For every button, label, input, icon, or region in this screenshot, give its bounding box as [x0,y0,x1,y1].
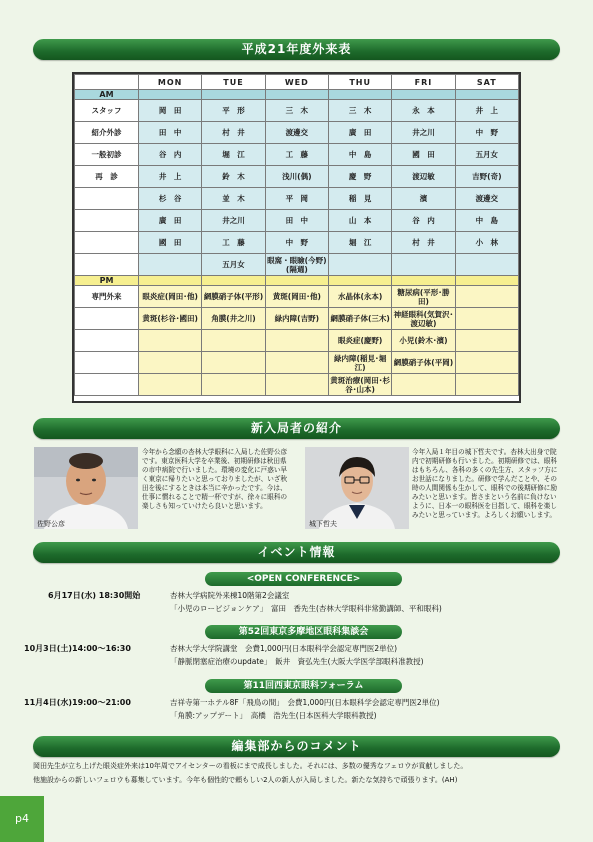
header-band-cell [139,90,202,100]
schedule-cell: 堀 江 [328,232,391,254]
schedule-cell: 網膜硝子体(三木) [328,308,391,330]
schedule-cell: 眼炎症(岡田･他) [139,286,202,308]
schedule-cell: 平 岡 [265,188,328,210]
shiroshita-photo [305,447,409,529]
schedule-cell: 小児(鈴木･濱) [392,330,455,352]
schedule-cell: 永 本 [392,100,455,122]
schedule-cell [455,374,518,396]
header-band-cell [139,276,202,286]
header-band-cell [455,90,518,100]
event-3-time: 11月4日(水)19:00〜21:00 [24,698,131,707]
schedule-cell: 平 形 [202,100,265,122]
schedule-cell: 廣 田 [328,122,391,144]
schedule-cell [139,330,202,352]
event-3-line-2: 「角膜:アップデート」 高橋 浩先生(日本医科大学眼科教授) [170,711,377,720]
schedule-cell: 井之川 [392,122,455,144]
schedule-cell: 黄斑(岡田･他) [265,286,328,308]
schedule-cell [139,374,202,396]
schedule-cell: 村 井 [202,122,265,144]
schedule-cell: 工 藤 [265,144,328,166]
comment-line-2: 他施設からの新しいフェロウも募集しています。今年も個性的で頼もしい2人の新人が入局しました。新たな気持ちで頑張ります。(AH) [33,776,458,784]
schedule-cell: 黄斑治療(岡田･杉谷･山本) [330,375,390,394]
schedule-cell: 鈴 木 [202,166,265,188]
schedule-cell: 井之川 [202,210,265,232]
row-label: 専門外来 [75,286,139,308]
schedule-cell: 山 本 [328,210,391,232]
schedule-cell: 岡 田 [139,100,202,122]
schedule-cell: 稲 見 [328,188,391,210]
row-label: 再 診 [75,166,139,188]
schedule-cell: 村 井 [392,232,455,254]
header-band-cell [392,90,455,100]
header-band-cell [328,276,391,286]
day-header: THU [328,75,391,90]
schedule-cell: 慶 野 [328,166,391,188]
row-label [75,210,139,232]
schedule-cell: 眼炎症(慶野) [328,330,391,352]
day-header: SAT [455,75,518,90]
schedule-cell [455,352,518,374]
header-band-cell [328,90,391,100]
schedule-cell: 國 田 [392,144,455,166]
schedule-cell: 緑内障(稲見･堀江) [328,352,391,374]
schedule-cell: 網膜硝子体(平岡) [392,352,455,374]
event-1-line-1: 杏林大学病院外来棟10階第2会議室 [170,591,290,600]
schedule-cell: 水晶体(永本) [328,286,391,308]
schedule-cell [202,330,265,352]
row-label [75,330,139,352]
header-band-cell [392,276,455,286]
day-header: FRI [392,75,455,90]
schedule-cell: 浅川(偶) [265,166,328,188]
schedule-cell: 中 島 [455,210,518,232]
schedule-cell: 三 木 [265,100,328,122]
row-label [75,308,139,330]
row-label: スタッフ [75,100,139,122]
schedule-cell [265,374,328,396]
schedule-cell: 三 木 [328,100,391,122]
schedule-banner: 平成21年度外来表 [33,39,560,60]
schedule-cell [265,352,328,374]
schedule-cell [392,374,455,396]
event-3-line-1: 吉祥寺第一ホテル8F「飛鳥の間」 会費1,000円(日本眼科学会認定専門医2単位) [170,698,440,707]
schedule-cell [139,352,202,374]
row-label [75,188,139,210]
row-label [75,232,139,254]
schedule-cell [455,286,518,308]
schedule-cell: 井 上 [139,166,202,188]
schedule-cell: 田 中 [139,122,202,144]
header-band-cell [202,90,265,100]
event-2-line-1: 杏林大学大学院講堂 会費1,000円(日本眼科学会認定専門医2単位) [170,644,398,653]
schedule-cell: 緑内障(吉野) [265,308,328,330]
schedule-cell: 並 木 [202,188,265,210]
schedule-cell: 中 野 [455,122,518,144]
schedule-cell: 五月女 [202,254,265,276]
schedule-cell: 堀 江 [202,144,265,166]
event-2-title: 第52回東京多摩地区眼科集談会 [205,625,402,639]
am-header: AM [75,90,139,100]
outpatient-schedule-table [72,72,521,403]
schedule-cell [328,254,391,276]
schedule-cell: 小 林 [455,232,518,254]
comment-line-1: 岡田先生が立ち上げた眼炎症外来は10年周でアイセンターの看板にまで成長しました。それには、多数の優秀なフェロウが貢献しました。 [33,762,468,770]
schedule-cell: 中 野 [265,232,328,254]
schedule-cell: 糖尿病(平形･勝田) [392,286,455,308]
schedule-cell: 中 島 [328,144,391,166]
schedule-cell [455,330,518,352]
comments-banner: 編集部からのコメント [33,736,560,757]
schedule-cell [455,308,518,330]
schedule-cell: 吉野(奇) [455,166,518,188]
schedule-cell: 網膜硝子体(平形) [202,286,265,308]
pm-header: PM [75,276,139,286]
schedule-cell: 田 中 [265,210,328,232]
page-number: p4 [0,796,44,842]
shiroshita-intro-text: 今年入局１年目の城下哲夫です。杏林大出身で院内で初期研修も行いました。初期研修では、眼科はもちろん、各科の多くの先生方、スタッフ方にお世話になりました。研修で学んだことや、その時の人間関係も生かして、眼科での後期研修に励みたいと思います。皆さまという名前に負けないように、日本一の眼科医を目指して、眼科を楽しみたいと思っています。よろしくお願いします。 [412,448,558,519]
event-1-line-2: 「小児のロービジョンケア」 富田 香先生(杏林大学眼科非常勤講師、平和眼科) [170,604,442,613]
schedule-cell: 谷 内 [392,210,455,232]
schedule-cell: 神経眼科(気賀沢･渡辺敏) [393,309,454,328]
schedule-cell: 渡邊交 [265,122,328,144]
schedule-cell: 眼窩・眼瞼(今野)(隔週) [267,255,327,274]
schedule-cell: 工 藤 [202,232,265,254]
newcomers-banner: 新入局者の紹介 [33,418,560,439]
row-label [75,374,139,396]
schedule-cell: 渡邊交 [455,188,518,210]
sano-photo [34,447,138,529]
schedule-cell: 渡辺敏 [392,166,455,188]
schedule-cell [265,330,328,352]
schedule-cell [202,352,265,374]
header-band-cell [202,276,265,286]
event-2-time: 10月3日(土)14:00〜16:30 [24,644,131,653]
schedule-cell: 黄斑(杉谷･國田) [139,308,202,330]
schedule-cell: 五月女 [455,144,518,166]
row-label [75,254,139,276]
event-2-line-2: 「静脈閉塞症治療のupdate」 飯井 資弘先生(大阪大学医学部眼科准教授) [170,657,424,666]
header-band-cell [265,90,328,100]
header-band-cell [265,276,328,286]
schedule-cell [202,374,265,396]
event-3-title: 第11回西東京眼科フォーラム [205,679,402,693]
schedule-cell [392,254,455,276]
day-header: MON [139,75,202,90]
row-label [75,352,139,374]
schedule-cell: 角膜(井之川) [202,308,265,330]
sano-intro-text: 今年から念願の杏林大学眼科に入局した佐野公彦です。東京医科大学を卒業後、初期研修は秋田県の市中病院で行いました。環境の変化に戸惑い早く東京に帰りたいと思っておりましたが、いざ秋田を後にするときは本当に辛かったです。今は、仕事に慣れることで精一杯ですが、徐々に眼科の楽しさも知っていけたら良いと思います。 [142,448,288,510]
event-1-title: <OPEN CONFERENCE> [205,572,402,586]
schedule-cell: 濱 [392,188,455,210]
row-label: 一般初診 [75,144,139,166]
corner-cell [75,75,139,90]
schedule-cell [139,254,202,276]
schedule-cell: 谷 内 [139,144,202,166]
schedule-cell: 井 上 [455,100,518,122]
sano-caption: 佐野公彦 [37,520,65,528]
row-label: 紹介外診 [75,122,139,144]
header-band-cell [455,276,518,286]
event-1-time: 6月17日(水) 18:30開始 [48,591,141,600]
schedule-cell [455,254,518,276]
day-header: TUE [202,75,265,90]
events-banner: イベント情報 [33,542,560,563]
schedule-cell: 廣 田 [139,210,202,232]
day-header: WED [265,75,328,90]
shiroshita-caption: 城下哲夫 [309,520,337,528]
schedule-cell: 國 田 [139,232,202,254]
schedule-cell: 杉 谷 [139,188,202,210]
